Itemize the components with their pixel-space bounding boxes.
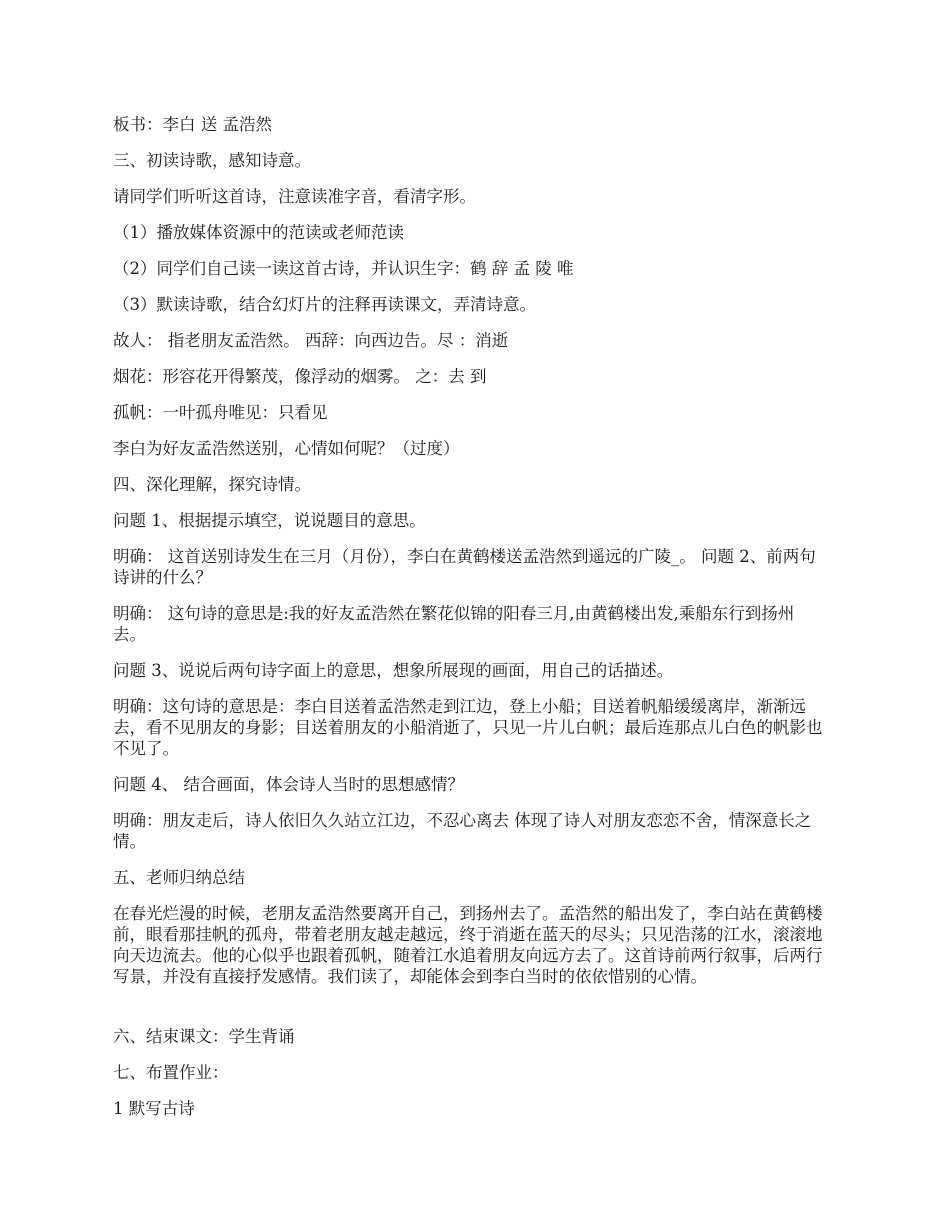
annotation-guren: 故人： 指老朋友孟浩然。 西辞：向西边告。尽 ：消逝 [113, 331, 509, 350]
annotation-yanhua: 烟花：形容花开得繁茂，像浮动的烟雾。 之：去 到 [113, 367, 487, 386]
paragraph-transition: 李白为好友孟浩然送别，心情如何呢？（过度） [113, 439, 460, 458]
list-item-3: （3）默读诗歌，结合幻灯片的注释再读课文，弄清诗意。 [113, 295, 536, 314]
paragraph-blackboard: 板书：李白 送 孟浩然 [113, 115, 272, 134]
paragraph-summary: 在春光烂漫的时候，老朋友孟浩然要离开自己，到扬州去了。孟浩然的船出发了，李白站在黄鹤楼前，眼看那挂帆的孤舟，带着老朋友越走越远，终于消逝在蓝天的尽头；只见浩荡的江水，滚滚地向天边流去。他的心似乎也跟着孤帆，随着江水追着朋友向远方去了。这首诗前两行叙事，后两行写景，并没有直接抒发感情。我们读了，却能体会到李白当时的依依惜别的心情。 [113, 904, 823, 986]
answer-1-question-2: 明确： 这首送别诗发生在三月（月份），李白在黄鹤楼送孟浩然到遥远的广陵_。 问题 2、前两句诗讲的什么？ [113, 547, 816, 587]
paragraph-listen: 请同学们听听这首诗，注意读准字音，看清字形。 [113, 187, 476, 206]
heading-section-6: 六、结束课文：学生背诵 [113, 1027, 295, 1046]
annotation-gufan: 孤帆：一叶孤舟唯见：只看见 [113, 403, 328, 422]
heading-section-5: 五、老师归纳总结 [113, 868, 245, 887]
question-3: 问题 3、说说后两句诗字面上的意思，想象所展现的画面，用自己的话描述。 [113, 661, 674, 680]
question-1: 问题 1、根据提示填空，说说题目的意思。 [113, 511, 426, 530]
heading-section-4: 四、深化理解，探究诗情。 [113, 475, 311, 494]
answer-4: 明确：朋友走后，诗人依旧久久站立江边，不忍心离去 体现了诗人对朋友恋恋不舍，情深意长之情。 [113, 811, 812, 851]
answer-2: 明确： 这句诗的意思是:我的好友孟浩然在繁花似锦的阳春三月,由黄鹤楼出发,乘船东行到扬州去。 [113, 604, 795, 644]
question-4: 问题 4、 结合画面，体会诗人当时的思想感情？ [113, 775, 464, 794]
heading-section-3: 三、初读诗歌，感知诗意。 [113, 151, 311, 170]
list-item-2: （2）同学们自己读一读这首古诗，并认识生字：鹤 辞 孟 陵 唯 [113, 259, 574, 278]
answer-3: 明确：这句诗的意思是：李白目送着孟浩然走到江边，登上小船；目送着帆船缓缓离岸，渐渐远去，看不见朋友的身影；目送着朋友的小船消逝了，只见一片儿白帆；最后连那点儿白色的帆影也不见了。 [113, 697, 823, 758]
heading-section-7: 七、布置作业： [113, 1063, 229, 1082]
homework-item-1: 1 默写古诗 [113, 1099, 195, 1118]
list-item-1: （1）播放媒体资源中的范读或老师范读 [113, 223, 404, 242]
